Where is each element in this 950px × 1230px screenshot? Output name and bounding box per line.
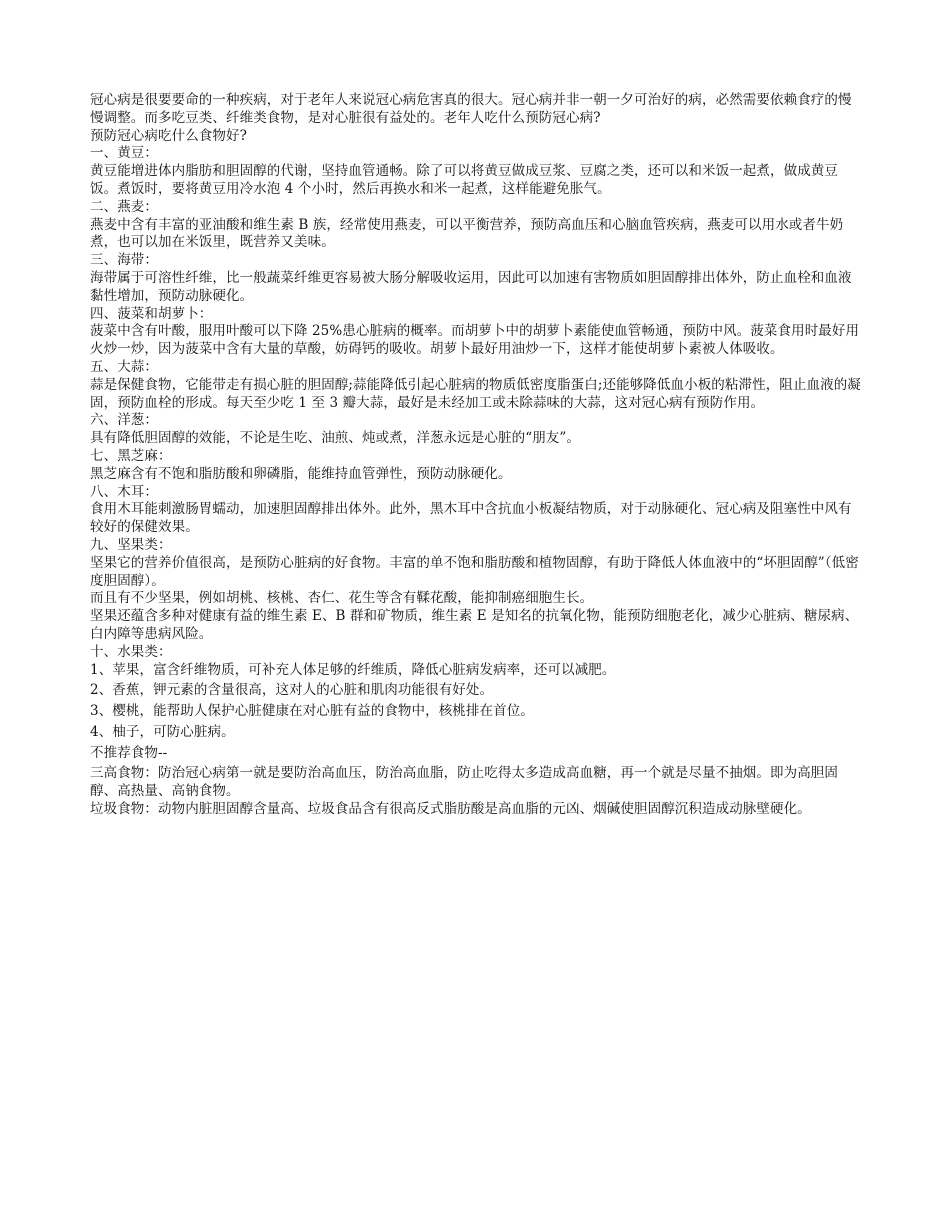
question-heading: 预防冠心病吃什么食物好?: [90, 127, 247, 144]
section-body-nuts-1: 坚果它的营养价值很高，是预防心脏病的好食物。丰富的单不饱和脂肪酸和植物固醇，有助于降低人体血液中的“坏胆固醇”（低密度胆固醇）。: [90, 554, 859, 589]
not-recommended-heading: 不推荐食物--: [90, 744, 168, 761]
section-body-oats: 燕麦中含有丰富的亚油酸和维生素 B 族，经常使用燕麦，可以平衡营养，预防高血压和心脑血管疾病，燕麦可以用水或者牛奶煮，也可以加在米饭里，既营养又美味。: [90, 216, 844, 251]
section-heading-soybean: 一、黄豆：: [90, 145, 158, 162]
fruit-item-apple: 1、苹果，富含纤维物质，可补充人体足够的纤维质，降低心脏病发病率，还可以减肥。: [90, 661, 616, 678]
not-recommended-junk: 垃圾食物：动物内脏胆固醇含量高、垃圾食品含有很高反式脂肪酸是高血脂的元凶、烟碱使胆固醇沉积造成动脉壁硬化。: [90, 801, 811, 818]
section-body-spinach-carrot: 菠菜中含有叶酸，服用叶酸可以下降 25%患心脏病的概率。而胡萝卜中的胡萝卜素能使血管畅通，预防中风。菠菜食用时最好用火炒一炒，因为菠菜中含有大量的草酸，妨碍钙的吸收。胡萝卜最好用油炒一下，这样才能使胡萝卜素被人体吸收。: [90, 323, 860, 358]
section-body-black-sesame: 黑芝麻含有不饱和脂肪酸和卵磷脂，能维持血管弹性，预防动脉硬化。: [90, 465, 512, 482]
section-heading-nuts: 九、坚果类：: [90, 536, 172, 553]
not-recommended-three-high: 三高食物：防治冠心病第一就是要防治高血压，防治高血脂，防止吃得太多造成高血糖，再一个就是尽量不抽烟。即为高胆固醇、高热量、高钠食物。: [90, 765, 838, 800]
section-body-fungus: 食用木耳能刺激肠胃蠕动，加速胆固醇排出体外。此外，黑木耳中含抗血小板凝结物质，对于动脉硬化、冠心病及阻塞性中风有较好的保健效果。: [90, 501, 852, 536]
section-heading-garlic: 五、大蒜：: [90, 358, 158, 375]
section-heading-oats: 二、燕麦：: [90, 198, 158, 215]
document-body: [90, 92, 865, 819]
intro-paragraph: 冠心病是很要要命的一种疾病，对于老年人来说冠心病危害真的很大。冠心病并非一朝一夕可治好的病，必然需要依赖食疗的慢慢调整。而多吃豆类、纤维类食物，是对心脏很有益处的。老年人吃什么预防冠心病?: [90, 92, 852, 126]
section-heading-fungus: 八、木耳：: [90, 483, 158, 500]
section-body-onion: 具有降低胆固醇的效能，不论是生吃、油煎、炖或煮，洋葱永远是心脏的“朋友”。: [90, 430, 581, 447]
section-body-nuts-2: 而且有不少坚果，例如胡桃、核桃、杏仁、花生等含有鞣花酸，能抑制癌细胞生长。: [90, 590, 594, 607]
fruit-item-banana: 2、香蕉，钾元素的含量很高，这对人的心脏和肌肉功能很有好处。: [90, 682, 494, 699]
fruit-item-cherry: 3、樱桃，能帮助人保护心脏健康在对心脏有益的食物中，核桃排在首位。: [90, 703, 534, 720]
section-heading-spinach-carrot: 四、菠菜和胡萝卜：: [90, 305, 213, 322]
section-body-nuts-3: 坚果还蕴含多种对健康有益的维生素 E、B 群和矿物质，维生素 E 是知名的抗氧化物，能预防细胞老化，减少心脏病、糖尿病、白内障等患病风险。: [90, 608, 859, 642]
section-heading-kelp: 三、海带：: [90, 252, 158, 269]
section-heading-onion: 六、洋葱：: [90, 412, 158, 429]
section-body-soybean: 黄豆能增进体内脂肪和胆固醇的代谢，坚持血管通畅。除了可以将黄豆做成豆浆、豆腐之类，还可以和米饭一起煮，做成黄豆饭。煮饭时，要将黄豆用冷水泡 4 个小时，然后再换水和米一起煮，这样能避免胀气。: [90, 163, 838, 197]
section-heading-black-sesame: 七、黑芝麻：: [90, 447, 172, 464]
section-heading-fruits: 十、水果类：: [90, 643, 172, 660]
section-body-garlic: 蒜是保健食物，它能带走有损心脏的胆固醇;蒜能降低引起心脏病的物质低密度脂蛋白;还能够降低血小板的粘滞性，阻止血液的凝固，预防血栓的形成。每天至少吃 1 至 3 瓣大蒜，最好是未经加工或未除蒜味的大蒜，这对冠心病有预防作用。: [90, 376, 861, 411]
section-body-kelp: 海带属于可溶性纤维，比一般蔬菜纤维更容易被大肠分解吸收运用，因此可以加速有害物质如胆固醇排出体外，防止血栓和血液黏性增加，预防动脉硬化。: [90, 269, 852, 304]
fruit-item-pomelo: 4、柚子，可防心脏病。: [90, 723, 235, 740]
